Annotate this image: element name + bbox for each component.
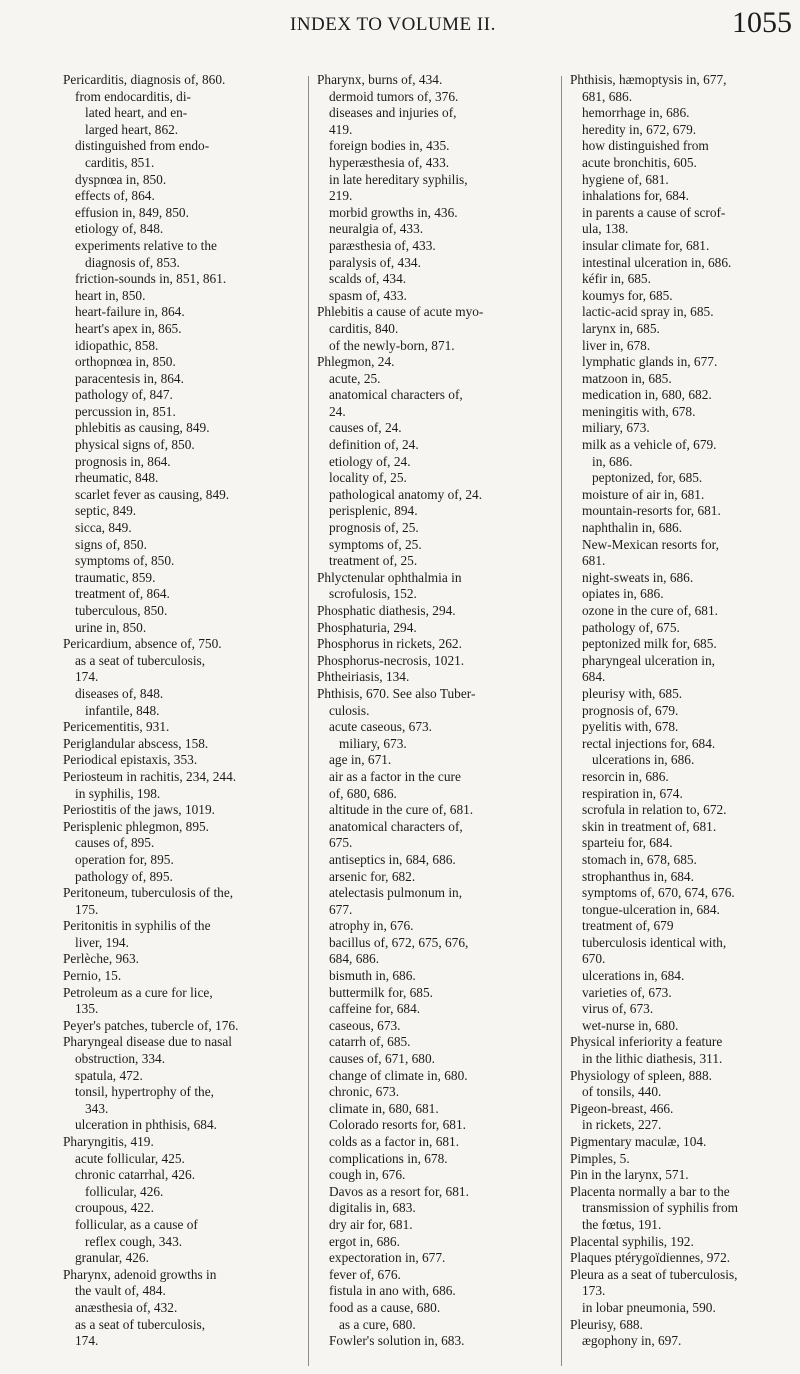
index-subentry: heredity in, 672, 679. (582, 121, 697, 137)
index-subentry: arsenic for, 682. (329, 868, 416, 884)
index-subentry: peptonized, for, 685. (592, 470, 703, 486)
index-subentry: peptonized milk for, 685. (582, 636, 717, 652)
index-column-1 (63, 72, 295, 1350)
index-entry: Pericementitis, 931. (63, 719, 170, 735)
index-entry: Phlegmon, 24. (317, 354, 395, 370)
index-subentry: paralysis of, 434. (329, 254, 421, 270)
index-subentry: kéfir in, 685. (582, 271, 651, 287)
index-subentry: bacillus of, 672, 675, 676, (329, 934, 469, 950)
index-subentry: 675. (329, 835, 353, 851)
index-subentry: tonsil, hypertrophy of the, (75, 1084, 214, 1100)
index-entry: Phosphorus-necrosis, 1021. (317, 652, 465, 668)
index-subentry: ulcerations in, 684. (582, 968, 685, 984)
index-entry: Physiology of spleen, 888. (570, 1067, 712, 1083)
index-subentry: spasm of, 433. (329, 287, 407, 303)
index-subentry: pathology of, 895. (75, 868, 173, 884)
index-subentry: antiseptics in, 684, 686. (329, 851, 456, 867)
index-subentry: Davos as a resort for, 681. (329, 1183, 469, 1199)
index-subentry: 174. (75, 1333, 99, 1349)
index-subentry: stomach in, 678, 685. (582, 851, 697, 867)
index-subentry: 419. (329, 121, 353, 137)
index-entry: Placental syphilis, 192. (570, 1233, 694, 1249)
index-subentry: insular climate for, 681. (582, 237, 710, 253)
index-subentry: effusion in, 849, 850. (75, 204, 189, 220)
index-subentry: transmission of syphilis from (582, 1200, 739, 1216)
index-subentry: operation for, 895. (75, 851, 174, 867)
index-entry: Pharynx, adenoid growths in (63, 1266, 217, 1282)
index-subentry: in rickets, 227. (582, 1117, 662, 1133)
index-subentry: heart's apex in, 865. (75, 320, 182, 336)
index-subentry: koumys for, 685. (582, 287, 673, 303)
index-subentry: altitude in the cure of, 681. (329, 802, 474, 818)
index-entry: Placenta normally a bar to the (570, 1183, 730, 1199)
index-subentry: culosis. (329, 702, 370, 718)
index-entry: Peritoneum, tuberculosis of the, (63, 885, 234, 901)
index-subentry: diagnosis of, 853. (85, 254, 180, 270)
column-divider (308, 76, 309, 1366)
index-entry: Phosphatic diathesis, 294. (317, 603, 456, 618)
index-subentry: from endocarditis, di- (75, 88, 191, 104)
index-entry: Phosphorus in rickets, 262. (317, 636, 462, 652)
index-entry: Phlebitis a cause of acute myo- (317, 304, 484, 320)
index-subentry: Colorado resorts for, 681. (329, 1117, 466, 1133)
index-subentry: as a cure, 680. (339, 1316, 416, 1332)
index-subentry: physical signs of, 850. (75, 437, 195, 453)
index-subentry: the fœtus, 191. (582, 1216, 662, 1232)
page-header (0, 6, 800, 46)
index-subentry: sparteiu for, 684. (582, 835, 673, 851)
index-subentry: treatment of, 864. (75, 586, 170, 602)
index-subentry: symptoms of, 850. (75, 553, 175, 569)
index-subentry: how distinguished from (582, 138, 709, 154)
index-entry: Physical inferiority a feature (570, 1034, 723, 1050)
index-subentry: caffeine for, 684. (329, 1001, 421, 1017)
index-subentry: opiates in, 686. (582, 586, 664, 602)
index-column-3 (570, 72, 800, 1350)
index-subentry: climate in, 680, 681. (329, 1100, 439, 1116)
running-head: INDEX TO VOLUME II. (290, 14, 496, 35)
index-subentry: carditis, 851. (85, 154, 155, 170)
index-subentry: in late hereditary syphilis, (329, 171, 468, 187)
index-subentry: of the newly-born, 871. (329, 337, 455, 353)
index-subentry: pleurisy with, 685. (582, 685, 683, 701)
index-entry: Phlyctenular ophthalmia in (317, 569, 462, 585)
index-subentry: cough in, 676. (329, 1167, 406, 1183)
index-entry: Phosphaturia, 294. (317, 619, 417, 635)
index-entry: Perisplenic phlegmon, 895. (63, 818, 210, 834)
index-entry: Periosteum in rachitis, 234, 244. (63, 768, 237, 784)
index-subentry: pharyngeal ulceration in, (582, 652, 716, 668)
index-subentry: scalds of, 434. (329, 271, 407, 287)
index-subentry: signs of, 850. (75, 536, 147, 552)
index-subentry: lated heart, and en- (85, 105, 188, 121)
index-subentry: prognosis in, 864. (75, 453, 171, 469)
index-subentry: lactic-acid spray in, 685. (582, 304, 714, 320)
index-entry: Petroleum as a cure for lice, (63, 984, 213, 1000)
index-subentry: infantile, 848. (85, 702, 160, 718)
page-number: 1055 (732, 6, 792, 39)
index-subentry: diseases and injuries of, (329, 105, 457, 121)
index-subentry: causes of, 671, 680. (329, 1051, 435, 1067)
index-subentry: varieties of, 673. (582, 984, 672, 1000)
index-subentry: acute follicular, 425. (75, 1150, 185, 1166)
index-subentry: obstruction, 334. (75, 1051, 166, 1067)
index-subentry: fever of, 676. (329, 1266, 401, 1282)
index-subentry: ægophony in, 697. (582, 1333, 682, 1349)
index-subentry: foreign bodies in, 435. (329, 138, 450, 154)
index-subentry: matzoon in, 685. (582, 370, 672, 386)
index-subentry: distinguished from endo- (75, 138, 210, 154)
index-subentry: in syphilis, 198. (75, 785, 161, 801)
index-subentry: hyperæsthesia of, 433. (329, 154, 450, 170)
index-subentry: intestinal ulceration in, 686. (582, 254, 732, 270)
column-divider (561, 76, 562, 1366)
index-subentry: 24. (329, 403, 346, 419)
index-subentry: anatomical characters of, (329, 818, 463, 834)
index-entry: Pin in the larynx, 571. (570, 1167, 689, 1183)
index-subentry: scrofula in relation to, 672. (582, 802, 727, 818)
index-subentry: expectoration in, 677. (329, 1250, 446, 1266)
index-subentry: symptoms of, 670, 674, 676. (582, 885, 735, 901)
index-subentry: follicular, as a cause of (75, 1216, 198, 1232)
index-entry: Pimples, 5. (570, 1150, 630, 1166)
index-entry: Peritonitis in syphilis of the (63, 918, 211, 934)
index-subentry: acute caseous, 673. (329, 719, 433, 735)
index-entry: Pigmentary maculæ, 104. (570, 1134, 707, 1149)
index-subentry: buttermilk for, 685. (329, 984, 433, 1000)
index-subentry: causes of, 24. (329, 420, 402, 436)
index-subentry: pyelitis with, 678. (582, 719, 679, 735)
index-subentry: anæsthesia of, 432. (75, 1299, 178, 1315)
index-subentry: acute bronchitis, 605. (582, 154, 697, 170)
index-entry: Pericardium, absence of, 750. (63, 636, 222, 652)
index-subentry: treatment of, 679 (582, 918, 674, 934)
index-subentry: ulcerations in, 686. (592, 752, 695, 768)
index-subentry: digitalis in, 683. (329, 1200, 416, 1216)
index-subentry: moisture of air in, 681. (582, 486, 705, 502)
index-subentry: strophanthus in, 684. (582, 868, 694, 884)
index-subentry: liver, 194. (75, 934, 129, 950)
index-subentry: catarrh of, 685. (329, 1034, 411, 1050)
index-subentry: idiopathic, 858. (75, 337, 159, 353)
index-subentry: 681, 686. (582, 88, 633, 104)
index-entry: Peyer's patches, tubercle of, 176. (63, 1017, 239, 1033)
index-subentry: as a seat of tuberculosis, (75, 652, 206, 668)
index-subentry: 670. (582, 951, 606, 967)
index-subentry: paræsthesia of, 433. (329, 237, 436, 253)
index-subentry: milk as a vehicle of, 679. (582, 437, 717, 453)
index-subentry: ulceration in phthisis, 684. (75, 1117, 217, 1133)
index-subentry: urine in, 850. (75, 619, 147, 635)
index-subentry: as a seat of tuberculosis, (75, 1316, 206, 1332)
index-subentry: heart in, 850. (75, 287, 146, 303)
index-subentry: of tonsils, 440. (582, 1084, 662, 1100)
index-subentry: 174. (75, 669, 99, 685)
index-subentry: 681. (582, 553, 606, 569)
index-subentry: of, 680, 686. (329, 785, 397, 801)
index-subentry: perisplenic, 894. (329, 503, 418, 519)
index-subentry: 173. (582, 1283, 606, 1299)
index-subentry: atrophy in, 676. (329, 918, 414, 934)
index-subentry: rheumatic, 848. (75, 470, 159, 486)
index-subentry: traumatic, 859. (75, 569, 156, 585)
index-subentry: prognosis of, 25. (329, 520, 419, 536)
index-subentry: fistula in ano with, 686. (329, 1283, 456, 1299)
index-subentry: spatula, 472. (75, 1067, 143, 1083)
index-subentry: neuralgia of, 433. (329, 221, 424, 237)
index-entry: Phthisis, 670. See also Tuber- (317, 685, 476, 701)
index-subentry: 684. (582, 669, 606, 685)
index-subentry: dyspnœa in, 850. (75, 171, 167, 187)
index-subentry: definition of, 24. (329, 437, 419, 453)
index-subentry: chronic, 673. (329, 1084, 400, 1100)
index-subentry: in parents a cause of scrof- (582, 204, 726, 220)
index-subentry: locality of, 25. (329, 470, 407, 486)
index-subentry: dry air for, 681. (329, 1216, 413, 1232)
index-subentry: wet-nurse in, 680. (582, 1017, 679, 1033)
index-subentry: complications in, 678. (329, 1150, 448, 1166)
index-subentry: hemorrhage in, 686. (582, 105, 690, 121)
index-subentry: 135. (75, 1001, 99, 1017)
index-entry: Pleura as a seat of tuberculosis, (570, 1266, 738, 1282)
index-subentry: granular, 426. (75, 1250, 149, 1266)
index-subentry: ergot in, 686. (329, 1233, 400, 1249)
index-subentry: liver in, 678. (582, 337, 651, 353)
index-subentry: the vault of, 484. (75, 1283, 166, 1299)
index-subentry: miliary, 673. (582, 420, 650, 436)
index-subentry: caseous, 673. (329, 1017, 401, 1033)
index-subentry: tuberculosis identical with, (582, 934, 727, 950)
index-subentry: in lobar pneumonia, 590. (582, 1299, 716, 1315)
index-subentry: atelectasis pulmonum in, (329, 885, 463, 901)
index-subentry: larynx in, 685. (582, 320, 660, 336)
index-subentry: inhalations for, 684. (582, 188, 689, 204)
index-entry: Pernio, 15. (63, 968, 122, 984)
index-subentry: orthopnœa in, 850. (75, 354, 176, 370)
index-subentry: etiology of, 848. (75, 221, 164, 237)
index-subentry: croupous, 422. (75, 1200, 154, 1216)
index-subentry: pathological anatomy of, 24. (329, 486, 483, 502)
index-subentry: miliary, 673. (339, 735, 407, 751)
index-subentry: sicca, 849. (75, 520, 132, 536)
index-subentry: percussion in, 851. (75, 403, 176, 419)
index-entry: Perlèche, 963. (63, 951, 139, 967)
index-entry: Plaques ptérygoïdiennes, 972. (570, 1250, 731, 1266)
index-entry: Periodical epistaxis, 353. (63, 752, 198, 768)
index-subentry: naphthalin in, 686. (582, 520, 683, 536)
index-subentry: meningitis with, 678. (582, 403, 696, 419)
index-subentry: 684, 686. (329, 951, 380, 967)
index-subentry: Fowler's solution in, 683. (329, 1333, 465, 1349)
index-subentry: effects of, 864. (75, 188, 155, 204)
index-subentry: scrofulosis, 152. (329, 586, 417, 602)
index-entry: Periostitis of the jaws, 1019. (63, 802, 215, 818)
index-subentry: prognosis of, 679. (582, 702, 679, 718)
index-subentry: pathology of, 847. (75, 387, 173, 403)
index-entry: Pericarditis, diagnosis of, 860. (63, 72, 226, 87)
index-subentry: change of climate in, 680. (329, 1067, 468, 1083)
index-subentry: causes of, 895. (75, 835, 155, 851)
index-subentry: night-sweats in, 686. (582, 569, 694, 585)
index-subentry: larged heart, 862. (85, 121, 179, 137)
index-subentry: experiments relative to the (75, 237, 217, 253)
index-subentry: morbid growths in, 436. (329, 204, 458, 220)
index-subentry: resorcin in, 686. (582, 768, 669, 784)
index-subentry: scarlet fever as causing, 849. (75, 486, 230, 502)
index-subentry: carditis, 840. (329, 320, 399, 336)
index-subentry: etiology of, 24. (329, 453, 411, 469)
index-subentry: reflex cough, 343. (85, 1233, 183, 1249)
index-subentry: follicular, 426. (85, 1183, 164, 1199)
index-subentry: phlebitis as causing, 849. (75, 420, 210, 436)
index-subentry: diseases of, 848. (75, 685, 164, 701)
index-subentry: 343. (85, 1100, 109, 1116)
index-subentry: skin in treatment of, 681. (582, 818, 717, 834)
index-subentry: respiration in, 674. (582, 785, 683, 801)
index-subentry: chronic catarrhal, 426. (75, 1167, 196, 1183)
index-subentry: anatomical characters of, (329, 387, 463, 403)
index-subentry: treatment of, 25. (329, 553, 418, 569)
index-subentry: heart-failure in, 864. (75, 304, 185, 320)
index-entry: Periglandular abscess, 158. (63, 735, 209, 751)
index-entry: Pleurisy, 688. (570, 1316, 643, 1332)
index-subentry: 175. (75, 901, 99, 917)
index-subentry: in the lithic diathesis, 311. (582, 1051, 723, 1067)
index-subentry: symptoms of, 25. (329, 536, 422, 552)
index-subentry: rectal injections for, 684. (582, 735, 716, 751)
index-column-2 (317, 72, 549, 1350)
index-entry: Pharyngitis, 419. (63, 1134, 154, 1149)
index-entry: Phthisis, hæmoptysis in, 677, (570, 72, 727, 87)
index-subentry: food as a cause, 680. (329, 1299, 441, 1315)
index-entry: Phtheiriasis, 134. (317, 669, 410, 685)
index-subentry: lymphatic glands in, 677. (582, 354, 718, 370)
index-subentry: age in, 671. (329, 752, 392, 768)
index-subentry: acute, 25. (329, 370, 381, 386)
index-subentry: New-Mexican resorts for, (582, 536, 719, 552)
index-subentry: bismuth in, 686. (329, 968, 416, 984)
index-subentry: in, 686. (592, 453, 633, 469)
index-subentry: air as a factor in the cure (329, 768, 461, 784)
index-subentry: mountain-resorts for, 681. (582, 503, 721, 519)
index-subentry: tuberculous, 850. (75, 603, 168, 618)
index-subentry: septic, 849. (75, 503, 137, 519)
index-entry: Pharyngeal disease due to nasal (63, 1034, 232, 1050)
index-subentry: tongue-ulceration in, 684. (582, 901, 720, 917)
index-subentry: virus of, 673. (582, 1001, 654, 1017)
index-entry: Pharynx, burns of, 434. (317, 72, 443, 87)
index-subentry: friction-sounds in, 851, 861. (75, 271, 227, 287)
index-subentry: ozone in the cure of, 681. (582, 603, 718, 618)
index-subentry: hygiene of, 681. (582, 171, 669, 187)
index-subentry: pathology of, 675. (582, 619, 680, 635)
index-subentry: ula, 138. (582, 221, 629, 237)
index-subentry: dermoid tumors of, 376. (329, 88, 459, 104)
index-entry: Pigeon-breast, 466. (570, 1100, 674, 1116)
index-subentry: medication in, 680, 682. (582, 387, 712, 403)
index-subentry: paracentesis in, 864. (75, 370, 184, 386)
index-subentry: colds as a factor in, 681. (329, 1134, 460, 1149)
index-subentry: 677. (329, 901, 353, 917)
index-subentry: 219. (329, 188, 353, 204)
